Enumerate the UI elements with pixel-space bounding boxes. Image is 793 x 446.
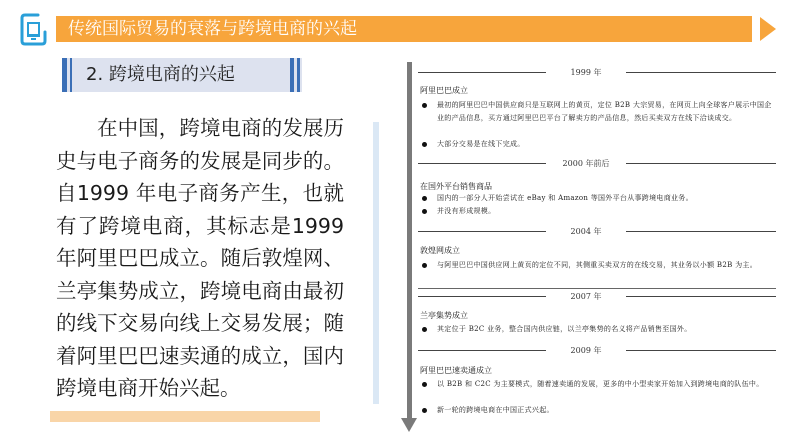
timeline-bullet: 最初的阿里巴巴中国供应商只是互联网上的黄页，定位 B2B 大宗贸易，在网页上向全球客户展示中国企业的产品信息，买方通过阿里巴巴平台了解卖方的产品信息，然后买卖双方在线下洽谈成交。 <box>420 99 774 124</box>
timeline-bullet: 其定位于 B2C 业务，整合国内供应链，以兰亭集势的名义将产品销售至国外。 <box>420 323 774 336</box>
bullet-icon <box>422 142 427 147</box>
timeline-event-title: 阿里巴巴速卖通成立 <box>420 366 492 375</box>
timeline-year-marker <box>418 158 780 170</box>
timeline-bullet: 大部分交易是在线下完成。 <box>420 138 774 151</box>
timeline-year: 2009 年 <box>570 346 602 355</box>
timeline-bullet: 并没有形成规模。 <box>420 205 774 218</box>
section-title-accent-left <box>62 58 67 92</box>
timeline-event-title: 兰亭集势成立 <box>420 311 468 320</box>
timeline-year-marker <box>418 291 780 303</box>
timeline-year-marker <box>418 345 780 357</box>
bullet-icon <box>422 196 427 201</box>
timeline-axis <box>407 62 412 420</box>
section-title-accent-right-thin <box>297 58 300 92</box>
timeline-bullet: 新一轮的跨境电商在中国正式兴起。 <box>420 404 774 417</box>
page-title: 传统国际贸易的衰落与跨境电商的兴起 <box>68 19 357 39</box>
timeline-bullet: 与阿里巴巴中国供应网上黄页的定位不同，其侧重买卖双方的在线交易，其业务以小额 B2B 为主。 <box>420 259 774 272</box>
section-title-accent-right <box>290 58 294 92</box>
section-title-accent-left-thin <box>70 58 72 92</box>
timeline-year: 2000 年前后 <box>562 159 610 168</box>
timeline-year: 2004 年 <box>570 227 602 236</box>
bullet-icon <box>422 103 427 108</box>
timeline-year: 1999 年 <box>570 68 602 77</box>
timeline-event-title: 阿里巴巴成立 <box>420 86 468 95</box>
bullet-icon <box>422 382 427 387</box>
decorative-vertical-bar <box>373 122 379 404</box>
decorative-bar <box>50 411 320 422</box>
timeline-bullet: 国内的一部分人开始尝试在 eBay 和 Amazon 等国外平台从事跨境电商业务。 <box>420 192 774 205</box>
timeline-year-marker <box>418 67 780 79</box>
next-arrow-icon[interactable] <box>760 17 776 41</box>
monitor-icon <box>18 12 52 48</box>
timeline-divider <box>418 288 776 289</box>
timeline-bullet: 以 B2B 和 C2C 为主要模式，随着速卖通的发展，更多的中小型卖家开始加入到跨境电商的队伍中。 <box>420 378 774 391</box>
section-title: 2. 跨境电商的兴起 <box>86 64 235 85</box>
bullet-icon <box>422 209 427 214</box>
timeline-event-title: 在国外平台销售商品 <box>420 182 492 191</box>
timeline-arrow-icon <box>401 418 417 432</box>
bullet-icon <box>422 408 427 413</box>
bullet-icon <box>422 327 427 332</box>
timeline-event-title: 敦煌网成立 <box>420 246 460 255</box>
timeline-year-marker <box>418 226 780 238</box>
body-paragraph: 在中国，跨境电商的发展历史与电子商务的发展是同步的。自1999 年电子商务产生，也就有了跨境电商，其标志是1999 年阿里巴巴成立。随后敦煌网、兰亭集势成立，跨境电商由最初的线下交易向线上交易发展；随着阿里巴巴速卖通的成立，国内跨境电商开始兴起。 <box>56 116 344 400</box>
bullet-icon <box>422 263 427 268</box>
timeline-year: 2007 年 <box>570 292 602 301</box>
